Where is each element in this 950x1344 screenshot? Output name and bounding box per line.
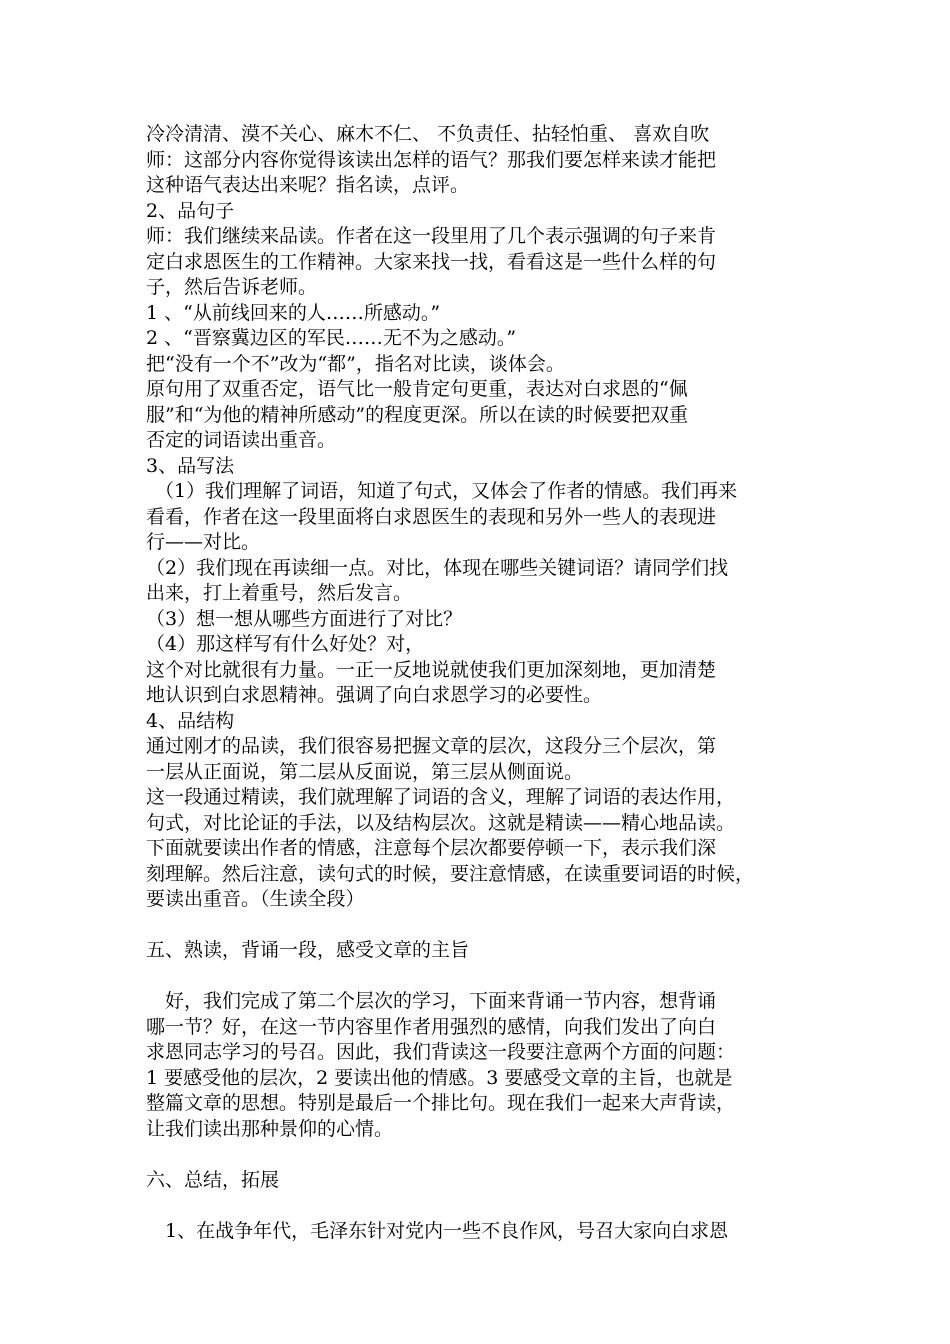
blank-line — [146, 913, 814, 939]
blank-line — [146, 964, 814, 990]
text-line: 否定的词语读出重音。 — [146, 429, 337, 451]
text-line: （4）那这样写有什么好处？对， — [146, 633, 425, 655]
text-line: 这种语气表达出来呢？指名读，点评。 — [146, 174, 470, 196]
text-line: 哪一节？好，在这一节内容里作者用强烈的感情，向我们发出了向白 — [146, 1015, 717, 1038]
section-heading: 4、品结构 — [146, 709, 235, 732]
text-line: 刻理解。然后注意，读句式的时候，要注意情感，在读重要词语的时候， — [146, 862, 755, 885]
text-line: 通过刚才的品读，我们很容易把握文章的层次，这段分三个层次，第 — [146, 735, 717, 757]
text-line: 冷冷清清、漠不关心、麻木不仁、 不负责任、拈轻怕重、 喜欢自吹 — [146, 123, 710, 145]
blank-line — [146, 1142, 814, 1168]
text-line: （1）我们理解了词语，知道了句式，又体会了作者的情感。我们再来 — [155, 480, 738, 502]
text-line: 一层从正面说，第二层从反面说，第三层从侧面说。 — [146, 760, 584, 783]
text-line: （3）想一想从哪些方面进行了对比？ — [146, 607, 463, 630]
text-line: 要读出重音。（生读全段） — [146, 888, 365, 910]
text-line: 出来，打上着重号，然后发言。 — [146, 582, 413, 604]
text-line: 2 、“晋察冀边区的军民……无不为之感动。” — [146, 327, 517, 349]
text-line: 求恩同志学习的号召。因此，我们背读这一段要注意两个方面的问题： — [146, 1041, 736, 1063]
text-line: 子，然后告诉老师。 — [146, 276, 318, 298]
text-line: 这个对比就很有力量。一正一反地说就使我们更加深刻地，更加清楚 — [146, 658, 717, 681]
section-heading: 3、品写法 — [146, 454, 235, 477]
text-line: 行——对比。 — [146, 531, 261, 553]
text-line: 师：这部分内容你觉得该读出怎样的语气？那我们要怎样来读才能把 — [146, 148, 717, 171]
text-line: 把“没有一个不”改为“都”，指名对比读，谈体会。 — [146, 352, 565, 375]
text-line: （2）我们现在再读细一点。对比，体现在哪些关键词语？请同学们找 — [146, 556, 729, 579]
text-line: 让我们读出那种景仰的心情。 — [146, 1117, 394, 1140]
section-heading: 五、熟读，背诵一段，感受文章的主旨 — [146, 939, 470, 961]
text-line: 1、在战争年代，毛泽东针对党内一些不良作风，号召大家向白求恩 — [165, 1219, 729, 1242]
text-line: 师：我们继续来品读。作者在这一段里用了几个表示强调的句子来肯 — [146, 225, 717, 247]
text-line: 地认识到白求恩精神。强调了向白求恩学习的必要性。 — [146, 684, 603, 706]
text-line: 句式，对比论证的手法，以及结构层次。这就是精读——精心地品读。 — [146, 811, 736, 834]
text-line: 好，我们完成了第二个层次的学习，下面来背诵一节内容，想背诵 — [165, 990, 717, 1012]
text-line: 1 要感受他的层次，2 要读出他的情感。3 要感受文章的主旨，也就是 — [146, 1066, 733, 1089]
section-heading: 2、品句子 — [146, 199, 235, 222]
blank-line — [146, 1193, 814, 1219]
text-line: 下面就要读出作者的情感，注意每个层次都要停顿一下，表示我们深 — [146, 837, 717, 859]
text-line: 服”和“为他的精神所感动”的程度更深。所以在读的时候要把双重 — [146, 403, 689, 426]
text-line: 原句用了双重否定，语气比一般肯定句更重，表达对白求恩的“佩 — [146, 378, 688, 400]
document-page — [146, 122, 814, 1244]
section-heading: 六、总结，拓展 — [146, 1168, 280, 1191]
text-line: 1 、“从前线回来的人……所感动。” — [146, 301, 441, 324]
text-line: 定白求恩医生的工作精神。大家来找一找，看看这是一些什么样的句 — [146, 250, 717, 273]
text-line: 整篇文章的思想。特别是最后一个排比句。现在我们一起来大声背读， — [146, 1092, 736, 1114]
text-line: 这一段通过精读，我们就理解了词语的含义，理解了词语的表达作用， — [146, 786, 736, 808]
text-line: 看看，作者在这一段里面将白求恩医生的表现和另外一些人的表现进 — [146, 505, 717, 528]
